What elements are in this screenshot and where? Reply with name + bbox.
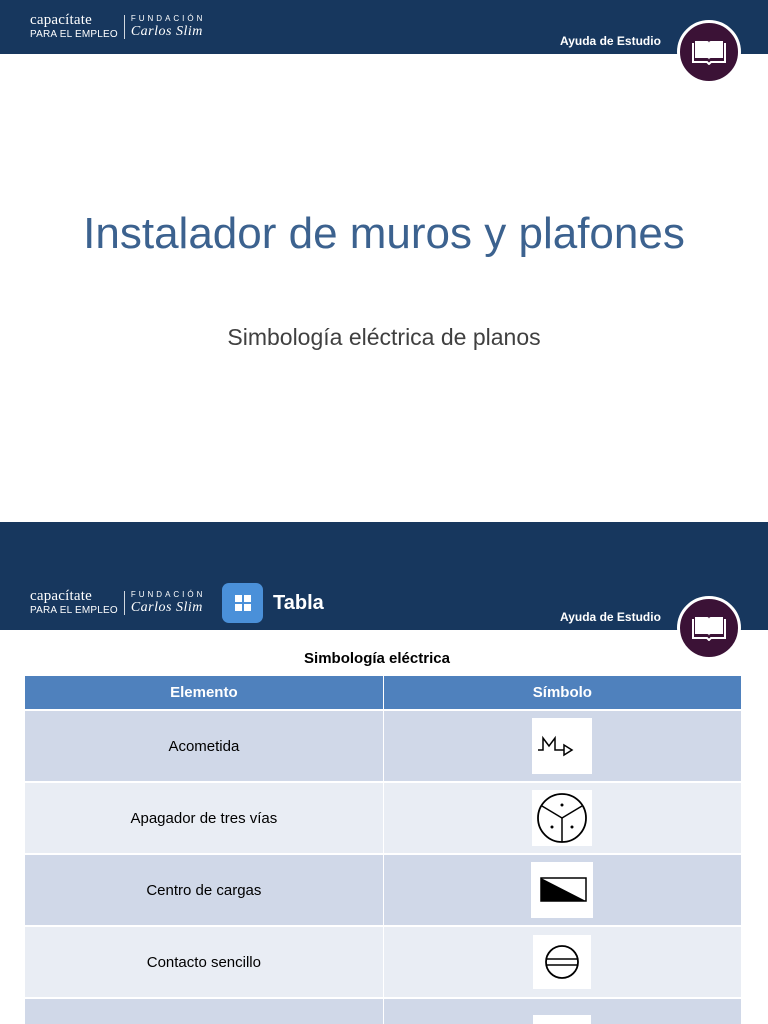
partial-symbol-icon [533,1015,591,1024]
element-cell: Contacto sencillo [25,926,383,998]
brand-name-text: Carlos Slim [130,599,203,615]
brand-name-text: Carlos Slim [130,23,203,39]
section-label: Tabla [273,592,324,614]
brand-logo-2 [30,589,205,616]
brand-logo [30,13,205,40]
table-row [25,926,742,998]
brand-divider [124,591,125,615]
symbol-cell [383,782,741,854]
table-row [25,782,742,854]
brand-main-text: capacítate [30,12,92,28]
table-title: Simbología eléctrica [304,650,450,667]
element-cell: Apagador de tres vías [25,782,383,854]
table-row [25,854,742,926]
symbol-cell [383,926,741,998]
symbol-cell [383,854,741,926]
book-icon [677,20,741,84]
column-header-elemento: Elemento [25,676,383,710]
brand-main-text: capacítate [30,588,92,604]
brand-fund-text: FUNDACIÓN [130,13,206,23]
symbol-cell [383,710,741,782]
brand-divider [124,15,125,39]
element-cell: Centro de cargas [25,854,383,926]
brand-sub-text: PARA EL EMPLEO [30,29,118,40]
single-outlet-symbol-icon [533,935,591,989]
ayuda-label-2: Ayuda de Estudio [560,610,661,624]
element-cell [25,998,383,1024]
column-header-simbolo: Símbolo [383,676,741,710]
brand-fund-text: FUNDACIÓN [130,589,206,599]
brand-sub-text: PARA EL EMPLEO [30,605,118,616]
table-row [25,998,742,1024]
three-way-switch-symbol-icon [532,790,592,846]
slide-subtitle: Simbología eléctrica de planos [227,324,541,350]
table-row [25,710,742,782]
symbol-table [25,676,742,1024]
symbol-cell [383,998,741,1024]
slide-title: Instalador de muros y plafones [83,209,685,258]
ayuda-label: Ayuda de Estudio [560,34,661,48]
load-center-symbol-icon [531,862,593,918]
grid-icon [222,583,263,623]
element-cell: Acometida [25,710,383,782]
acometida-symbol-icon [532,718,592,774]
